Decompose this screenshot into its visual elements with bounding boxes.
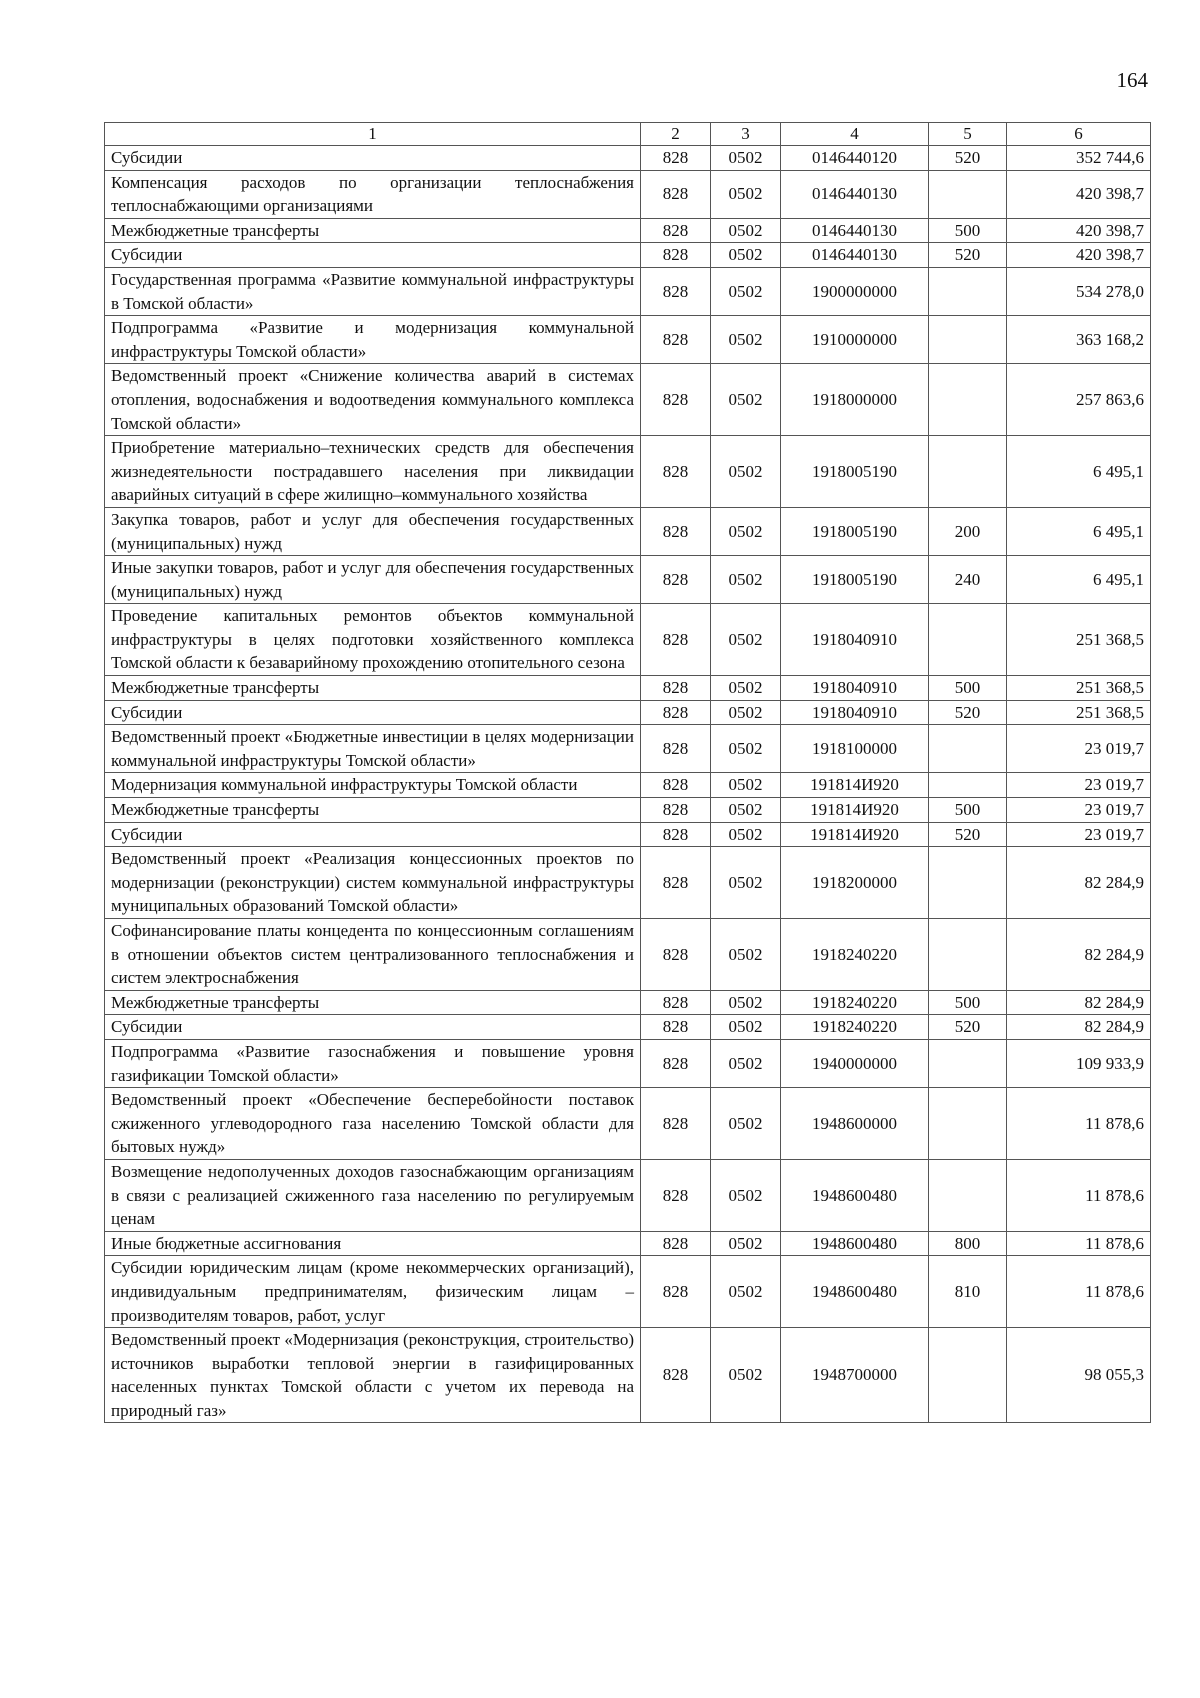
section-code-cell: 0502: [711, 556, 781, 604]
expenditure-name-cell: Ведомственный проект «Снижение количества аварий в системах отопления, водоснабжения и водоотведения коммунального комплекса Томской области»: [105, 364, 641, 436]
amount-cell: 82 284,9: [1007, 847, 1151, 919]
ministry-code-cell: 828: [641, 1039, 711, 1087]
section-code-cell: 0502: [711, 700, 781, 725]
amount-cell: 11 878,6: [1007, 1159, 1151, 1231]
target-item-code-cell: 1948600480: [781, 1256, 929, 1328]
table-row: [105, 919, 1151, 991]
target-item-code-cell: 191814И920: [781, 798, 929, 823]
ministry-code-cell: 828: [641, 822, 711, 847]
section-code-cell: 0502: [711, 1015, 781, 1040]
target-item-code-cell: 1948700000: [781, 1328, 929, 1423]
section-code-cell: 0502: [711, 1088, 781, 1160]
ministry-code-cell: 828: [641, 773, 711, 798]
ministry-code-cell: 828: [641, 990, 711, 1015]
ministry-code-cell: 828: [641, 1015, 711, 1040]
amount-cell: 534 278,0: [1007, 267, 1151, 315]
ministry-code-cell: 828: [641, 364, 711, 436]
expense-type-code-cell: 200: [929, 507, 1007, 555]
expense-type-code-cell: [929, 436, 1007, 508]
table-row: [105, 773, 1151, 798]
target-item-code-cell: 1948600000: [781, 1088, 929, 1160]
expense-type-code-cell: [929, 1159, 1007, 1231]
amount-cell: 352 744,6: [1007, 146, 1151, 171]
ministry-code-cell: 828: [641, 507, 711, 555]
table-row: [105, 798, 1151, 823]
expenditure-name-cell: Софинансирование платы концедента по концессионным соглашениям в отношении объектов систем централизованного теплоснабжения и систем электроснабжения: [105, 919, 641, 991]
expense-type-code-cell: 500: [929, 798, 1007, 823]
table-header-row: [105, 123, 1151, 146]
target-item-code-cell: 1918100000: [781, 725, 929, 773]
ministry-code-cell: 828: [641, 676, 711, 701]
target-item-code-cell: 191814И920: [781, 822, 929, 847]
section-code-cell: 0502: [711, 507, 781, 555]
expense-type-code-cell: 520: [929, 146, 1007, 171]
ministry-code-cell: 828: [641, 267, 711, 315]
expenditure-name-cell: Субсидии: [105, 822, 641, 847]
table-row: [105, 556, 1151, 604]
table-row: [105, 364, 1151, 436]
expenditure-name-cell: Возмещение недополученных доходов газоснабжающим организациям в связи с реализацией сжиженного газа населению по регулируемым ценам: [105, 1159, 641, 1231]
expenditure-name-cell: Проведение капитальных ремонтов объектов коммунальной инфраструктуры в целях подготовки хозяйственного комплекса Томской области к безаварийному прохождению отопительного сезона: [105, 604, 641, 676]
section-code-cell: 0502: [711, 146, 781, 171]
amount-cell: 251 368,5: [1007, 676, 1151, 701]
expense-type-code-cell: [929, 773, 1007, 798]
section-code-cell: 0502: [711, 267, 781, 315]
amount-cell: 23 019,7: [1007, 725, 1151, 773]
expenditure-name-cell: Субсидии: [105, 700, 641, 725]
expense-type-code-cell: [929, 316, 1007, 364]
table-row: [105, 267, 1151, 315]
ministry-code-cell: 828: [641, 1159, 711, 1231]
table-row: [105, 725, 1151, 773]
expenditure-name-cell: Приобретение материально–технических средств для обеспечения жизнедеятельности пострадавшего населения при ликвидации аварийных ситуаций в сфере жилищно–коммунального хозяйства: [105, 436, 641, 508]
amount-cell: 6 495,1: [1007, 507, 1151, 555]
column-header: 5: [929, 123, 1007, 146]
target-item-code-cell: 0146440120: [781, 146, 929, 171]
target-item-code-cell: 191814И920: [781, 773, 929, 798]
section-code-cell: 0502: [711, 1231, 781, 1256]
section-code-cell: 0502: [711, 1328, 781, 1423]
target-item-code-cell: 0146440130: [781, 243, 929, 268]
target-item-code-cell: 1918040910: [781, 700, 929, 725]
section-code-cell: 0502: [711, 1256, 781, 1328]
expense-type-code-cell: 520: [929, 243, 1007, 268]
table-row: [105, 436, 1151, 508]
table-row: [105, 1159, 1151, 1231]
amount-cell: 251 368,5: [1007, 604, 1151, 676]
table-row: [105, 990, 1151, 1015]
table-row: [105, 1328, 1151, 1423]
table-row: [105, 1231, 1151, 1256]
amount-cell: 23 019,7: [1007, 773, 1151, 798]
expenditure-name-cell: Подпрограмма «Развитие и модернизация коммунальной инфраструктуры Томской области»: [105, 316, 641, 364]
expenditure-name-cell: Иные закупки товаров, работ и услуг для обеспечения государственных (муниципальных) нужд: [105, 556, 641, 604]
section-code-cell: 0502: [711, 218, 781, 243]
target-item-code-cell: 1918005190: [781, 507, 929, 555]
section-code-cell: 0502: [711, 676, 781, 701]
target-item-code-cell: 1918240220: [781, 1015, 929, 1040]
column-header: 6: [1007, 123, 1151, 146]
amount-cell: 98 055,3: [1007, 1328, 1151, 1423]
expense-type-code-cell: 810: [929, 1256, 1007, 1328]
target-item-code-cell: 1918005190: [781, 436, 929, 508]
table-row: [105, 700, 1151, 725]
target-item-code-cell: 1910000000: [781, 316, 929, 364]
section-code-cell: 0502: [711, 1039, 781, 1087]
expenditure-name-cell: Ведомственный проект «Реализация концессионных проектов по модернизации (реконструкции) систем коммунальной инфраструктуры муниципальных образований Томской области»: [105, 847, 641, 919]
expense-type-code-cell: [929, 847, 1007, 919]
expense-type-code-cell: 520: [929, 1015, 1007, 1040]
expense-type-code-cell: [929, 267, 1007, 315]
section-code-cell: 0502: [711, 243, 781, 268]
expense-type-code-cell: [929, 604, 1007, 676]
table-row: [105, 604, 1151, 676]
section-code-cell: 0502: [711, 847, 781, 919]
table-row: [105, 1088, 1151, 1160]
table-row: [105, 218, 1151, 243]
section-code-cell: 0502: [711, 990, 781, 1015]
amount-cell: 23 019,7: [1007, 798, 1151, 823]
expenditure-name-cell: Межбюджетные трансферты: [105, 218, 641, 243]
table-row: [105, 170, 1151, 218]
target-item-code-cell: 1918040910: [781, 676, 929, 701]
expenditure-name-cell: Межбюджетные трансферты: [105, 798, 641, 823]
ministry-code-cell: 828: [641, 218, 711, 243]
amount-cell: 11 878,6: [1007, 1231, 1151, 1256]
amount-cell: 420 398,7: [1007, 243, 1151, 268]
expenditure-name-cell: Модернизация коммунальной инфраструктуры Томской области: [105, 773, 641, 798]
ministry-code-cell: 828: [641, 798, 711, 823]
amount-cell: 23 019,7: [1007, 822, 1151, 847]
table-row: [105, 847, 1151, 919]
expense-type-code-cell: 520: [929, 700, 1007, 725]
expenditure-name-cell: Компенсация расходов по организации теплоснабжения теплоснабжающими организациями: [105, 170, 641, 218]
amount-cell: 420 398,7: [1007, 218, 1151, 243]
ministry-code-cell: 828: [641, 1088, 711, 1160]
expense-type-code-cell: 500: [929, 990, 1007, 1015]
column-header: 2: [641, 123, 711, 146]
page-number: 164: [1116, 68, 1148, 92]
table-row: [105, 316, 1151, 364]
target-item-code-cell: 1948600480: [781, 1159, 929, 1231]
expenditure-name-cell: Субсидии: [105, 1015, 641, 1040]
expenditure-name-cell: Государственная программа «Развитие коммунальной инфраструктуры в Томской области»: [105, 267, 641, 315]
expense-type-code-cell: 500: [929, 218, 1007, 243]
ministry-code-cell: 828: [641, 919, 711, 991]
expense-type-code-cell: [929, 919, 1007, 991]
expense-type-code-cell: [929, 1088, 1007, 1160]
amount-cell: 6 495,1: [1007, 556, 1151, 604]
expenditure-name-cell: Ведомственный проект «Бюджетные инвестиции в целях модернизации коммунальной инфраструктуры Томской области»: [105, 725, 641, 773]
table-row: [105, 1039, 1151, 1087]
target-item-code-cell: 0146440130: [781, 170, 929, 218]
expenditure-name-cell: Ведомственный проект «Модернизация (реконструкция, строительство) источников выработки тепловой энергии в газифицированных населенных пунктах Томской области с учетом их перевода на природный газ»: [105, 1328, 641, 1423]
section-code-cell: 0502: [711, 316, 781, 364]
ministry-code-cell: 828: [641, 170, 711, 218]
amount-cell: 82 284,9: [1007, 919, 1151, 991]
section-code-cell: 0502: [711, 170, 781, 218]
expense-type-code-cell: 240: [929, 556, 1007, 604]
target-item-code-cell: 1918240220: [781, 919, 929, 991]
amount-cell: 11 878,6: [1007, 1088, 1151, 1160]
target-item-code-cell: 0146440130: [781, 218, 929, 243]
amount-cell: 82 284,9: [1007, 1015, 1151, 1040]
ministry-code-cell: 828: [641, 316, 711, 364]
expenditure-name-cell: Субсидии: [105, 243, 641, 268]
expense-type-code-cell: [929, 170, 1007, 218]
expenditure-name-cell: Ведомственный проект «Обеспечение бесперебойности поставок сжиженного углеводородного газа населению Томской области для бытовых нужд»: [105, 1088, 641, 1160]
expenditure-name-cell: Субсидии: [105, 146, 641, 171]
expenditure-name-cell: Закупка товаров, работ и услуг для обеспечения государственных (муниципальных) нужд: [105, 507, 641, 555]
target-item-code-cell: 1918200000: [781, 847, 929, 919]
ministry-code-cell: 828: [641, 1256, 711, 1328]
table-row: [105, 507, 1151, 555]
amount-cell: 6 495,1: [1007, 436, 1151, 508]
column-header: 3: [711, 123, 781, 146]
ministry-code-cell: 828: [641, 556, 711, 604]
ministry-code-cell: 828: [641, 700, 711, 725]
expense-type-code-cell: 520: [929, 822, 1007, 847]
column-header: 1: [105, 123, 641, 146]
expenditure-name-cell: Иные бюджетные ассигнования: [105, 1231, 641, 1256]
expense-type-code-cell: [929, 1039, 1007, 1087]
expenditure-name-cell: Межбюджетные трансферты: [105, 990, 641, 1015]
amount-cell: 420 398,7: [1007, 170, 1151, 218]
amount-cell: 109 933,9: [1007, 1039, 1151, 1087]
amount-cell: 363 168,2: [1007, 316, 1151, 364]
expense-type-code-cell: 800: [929, 1231, 1007, 1256]
amount-cell: 82 284,9: [1007, 990, 1151, 1015]
table-row: [105, 676, 1151, 701]
table-row: [105, 1015, 1151, 1040]
expense-type-code-cell: [929, 364, 1007, 436]
target-item-code-cell: 1918240220: [781, 990, 929, 1015]
ministry-code-cell: 828: [641, 847, 711, 919]
section-code-cell: 0502: [711, 1159, 781, 1231]
table-row: [105, 1256, 1151, 1328]
target-item-code-cell: 1940000000: [781, 1039, 929, 1087]
ministry-code-cell: 828: [641, 604, 711, 676]
ministry-code-cell: 828: [641, 725, 711, 773]
table-row: [105, 822, 1151, 847]
expenditure-name-cell: Межбюджетные трансферты: [105, 676, 641, 701]
section-code-cell: 0502: [711, 773, 781, 798]
target-item-code-cell: 1948600480: [781, 1231, 929, 1256]
target-item-code-cell: 1900000000: [781, 267, 929, 315]
section-code-cell: 0502: [711, 725, 781, 773]
expense-type-code-cell: [929, 725, 1007, 773]
table-row: [105, 146, 1151, 171]
expenditure-name-cell: Субсидии юридическим лицам (кроме некоммерческих организаций), индивидуальным предпринимателям, физическим лицам – производителям товаров, работ, услуг: [105, 1256, 641, 1328]
target-item-code-cell: 1918000000: [781, 364, 929, 436]
amount-cell: 257 863,6: [1007, 364, 1151, 436]
expenditure-name-cell: Подпрограмма «Развитие газоснабжения и повышение уровня газификации Томской области»: [105, 1039, 641, 1087]
section-code-cell: 0502: [711, 436, 781, 508]
amount-cell: 251 368,5: [1007, 700, 1151, 725]
section-code-cell: 0502: [711, 822, 781, 847]
section-code-cell: 0502: [711, 919, 781, 991]
target-item-code-cell: 1918040910: [781, 604, 929, 676]
ministry-code-cell: 828: [641, 146, 711, 171]
target-item-code-cell: 1918005190: [781, 556, 929, 604]
section-code-cell: 0502: [711, 604, 781, 676]
section-code-cell: 0502: [711, 364, 781, 436]
table-row: [105, 243, 1151, 268]
ministry-code-cell: 828: [641, 1231, 711, 1256]
section-code-cell: 0502: [711, 798, 781, 823]
budget-table: [104, 122, 1151, 1423]
column-header: 4: [781, 123, 929, 146]
expense-type-code-cell: [929, 1328, 1007, 1423]
ministry-code-cell: 828: [641, 243, 711, 268]
amount-cell: 11 878,6: [1007, 1256, 1151, 1328]
ministry-code-cell: 828: [641, 436, 711, 508]
expense-type-code-cell: 500: [929, 676, 1007, 701]
ministry-code-cell: 828: [641, 1328, 711, 1423]
